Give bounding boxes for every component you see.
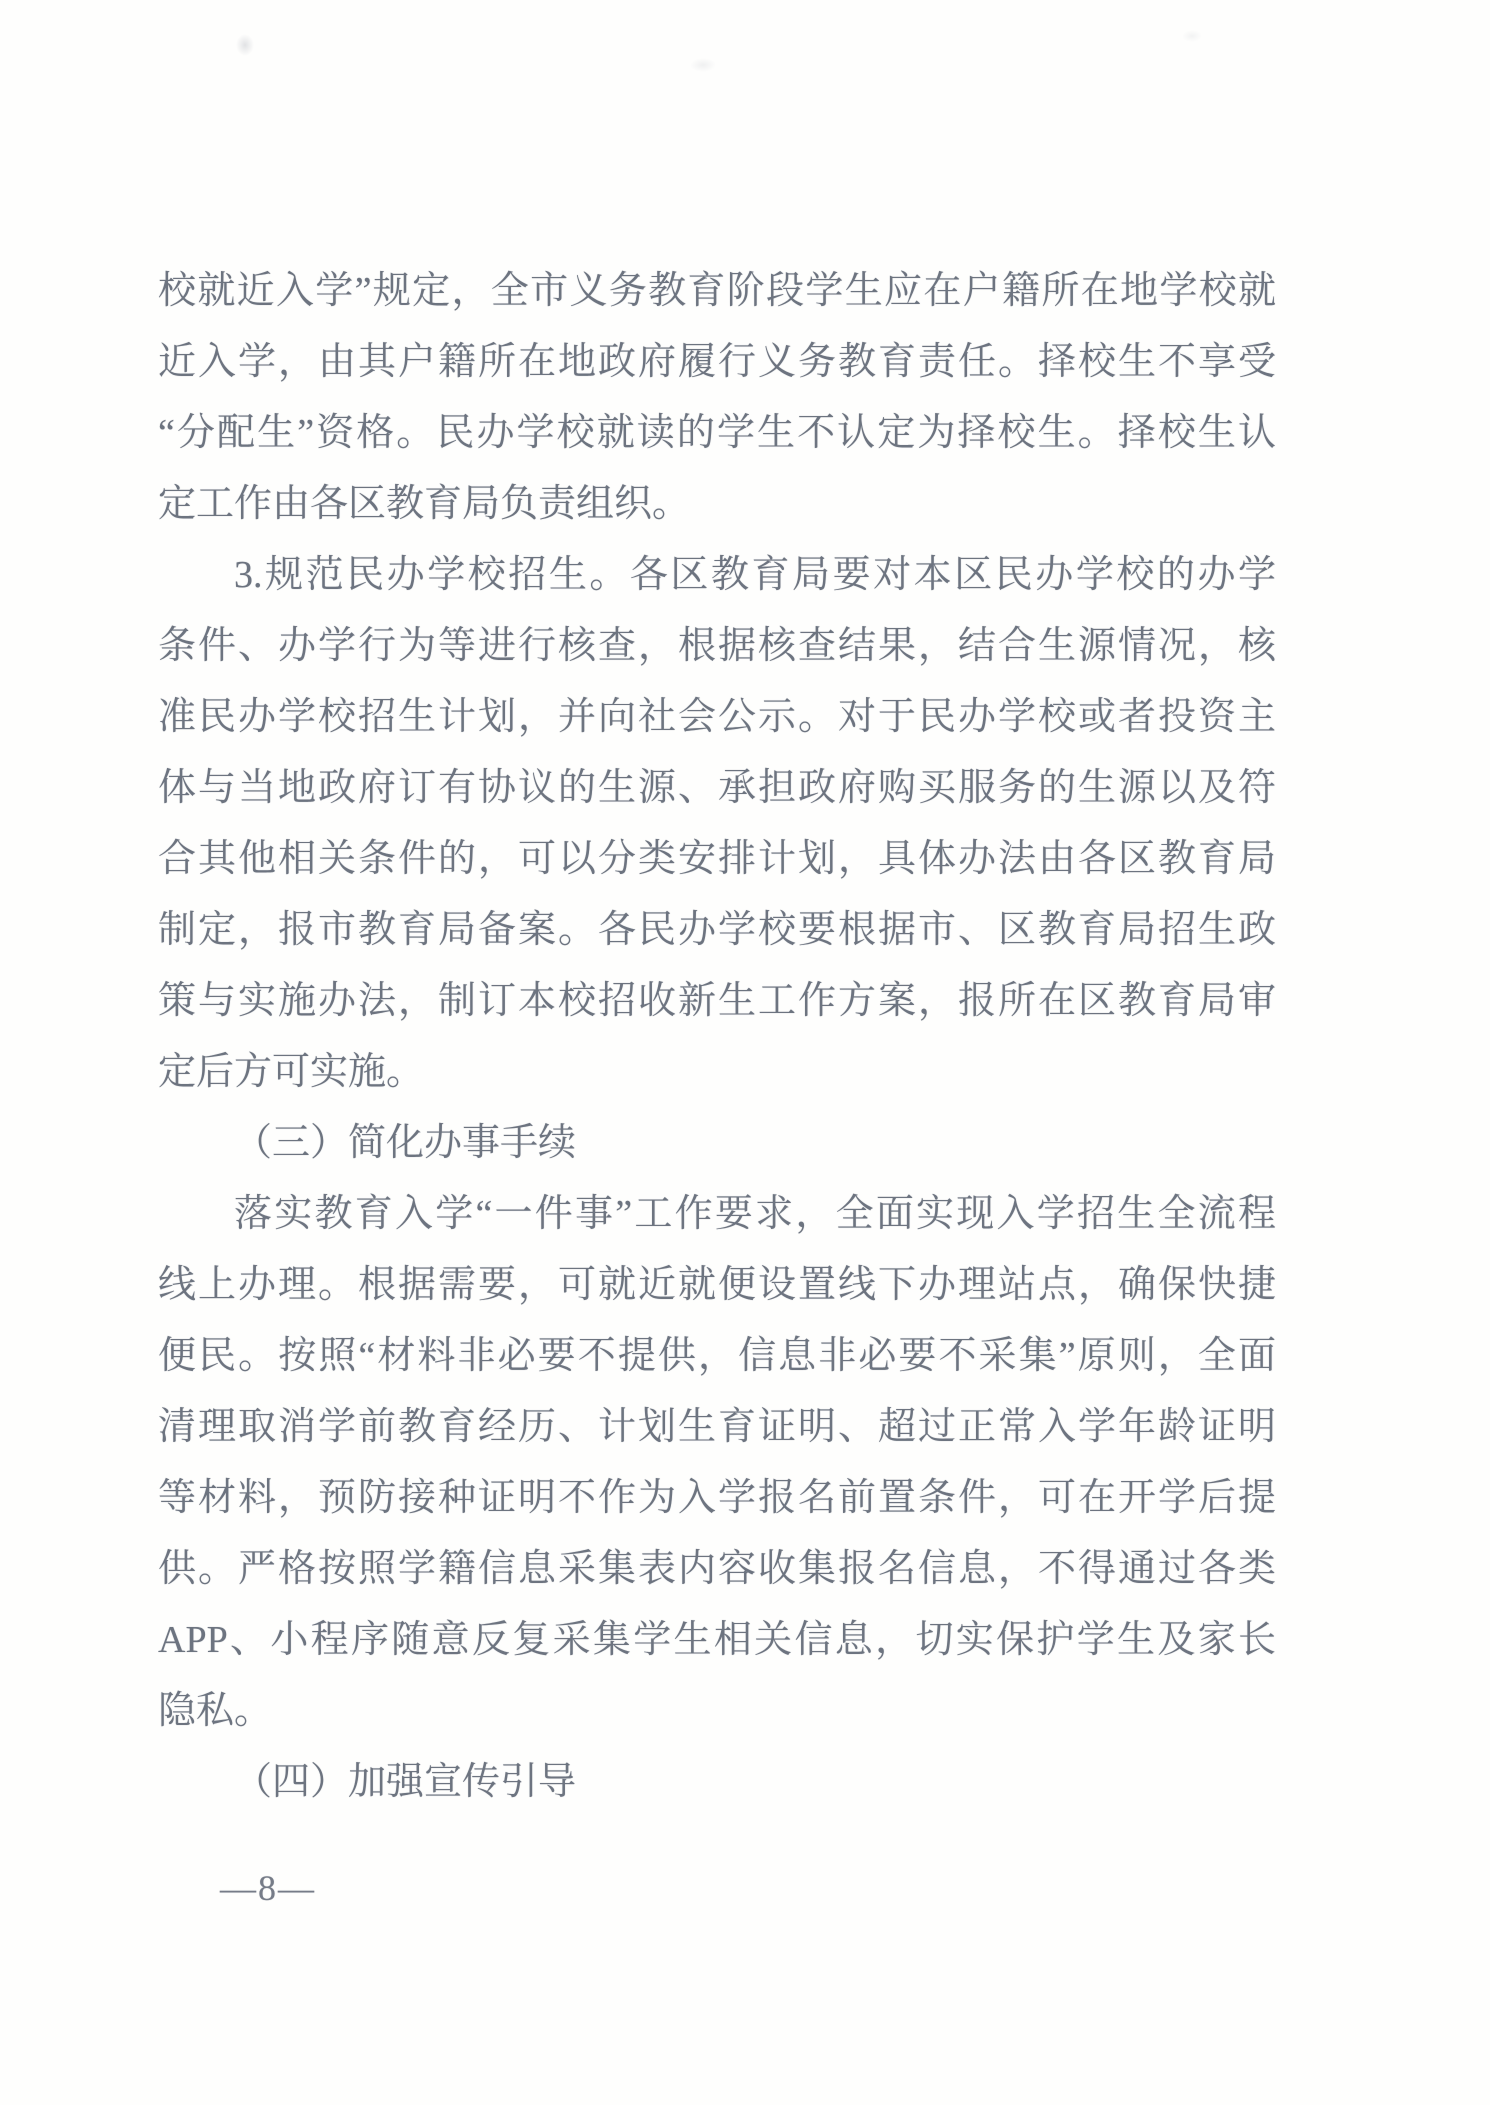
page-number: —8— (220, 1868, 316, 1908)
text-line-16: 便民。按照“材料非必要不提供，信息非必要不采集”原则，全面 (158, 1335, 1276, 1377)
text-line-1: 校就近入学”规定，全市义务教育阶段学生应在户籍所在地学校就 (158, 270, 1276, 312)
scan-smudge (1182, 30, 1202, 42)
text-line-5: 3.规范民办学校招生。各区教育局要对本区民办学校的办学 (234, 554, 1276, 596)
text-line-18: 等材料，预防接种证明不作为入学报名前置条件，可在开学后提 (158, 1477, 1276, 1519)
document-body (158, 256, 1276, 1818)
text-line-17: 清理取消学前教育经历、计划生育证明、超过正常入学年龄证明 (158, 1406, 1276, 1448)
text-line-21: 隐私。 (158, 1690, 273, 1732)
text-line-13: （三）简化办事手续 (234, 1122, 577, 1164)
text-line-12: 定后方可实施。 (158, 1051, 425, 1093)
text-line-11: 策与实施办法，制订本校招收新生工作方案，报所在区教育局审 (158, 980, 1276, 1022)
text-line-4: 定工作由各区教育局负责组织。 (158, 483, 691, 525)
text-line-14: 落实教育入学“一件事”工作要求，全面实现入学招生全流程 (234, 1193, 1276, 1235)
text-line-2: 近入学，由其户籍所在地政府履行义务教育责任。择校生不享受 (158, 341, 1276, 383)
text-line-6: 条件、办学行为等进行核查，根据核查结果，结合生源情况，核 (158, 625, 1276, 667)
text-line-22: （四）加强宣传引导 (234, 1761, 577, 1803)
text-line-7: 准民办学校招生计划，并向社会公示。对于民办学校或者投资主 (158, 696, 1276, 738)
text-line-10: 制定，报市教育局备案。各民办学校要根据市、区教育局招生政 (158, 909, 1276, 951)
text-line-19: 供。严格按照学籍信息采集表内容收集报名信息，不得通过各类 (158, 1548, 1276, 1590)
scan-smudge (236, 34, 254, 56)
text-line-20: APP、小程序随意反复采集学生相关信息，切实保护学生及家长 (158, 1619, 1276, 1661)
text-line-3: “分配生”资格。民办学校就读的学生不认定为择校生。择校生认 (158, 412, 1276, 454)
scan-smudge (690, 58, 716, 72)
text-line-9: 合其他相关条件的，可以分类安排计划，具体办法由各区教育局 (158, 838, 1276, 880)
text-line-8: 体与当地政府订有协议的生源、承担政府购买服务的生源以及符 (158, 767, 1276, 809)
text-line-15: 线上办理。根据需要，可就近就便设置线下办理站点，确保快捷 (158, 1264, 1276, 1306)
